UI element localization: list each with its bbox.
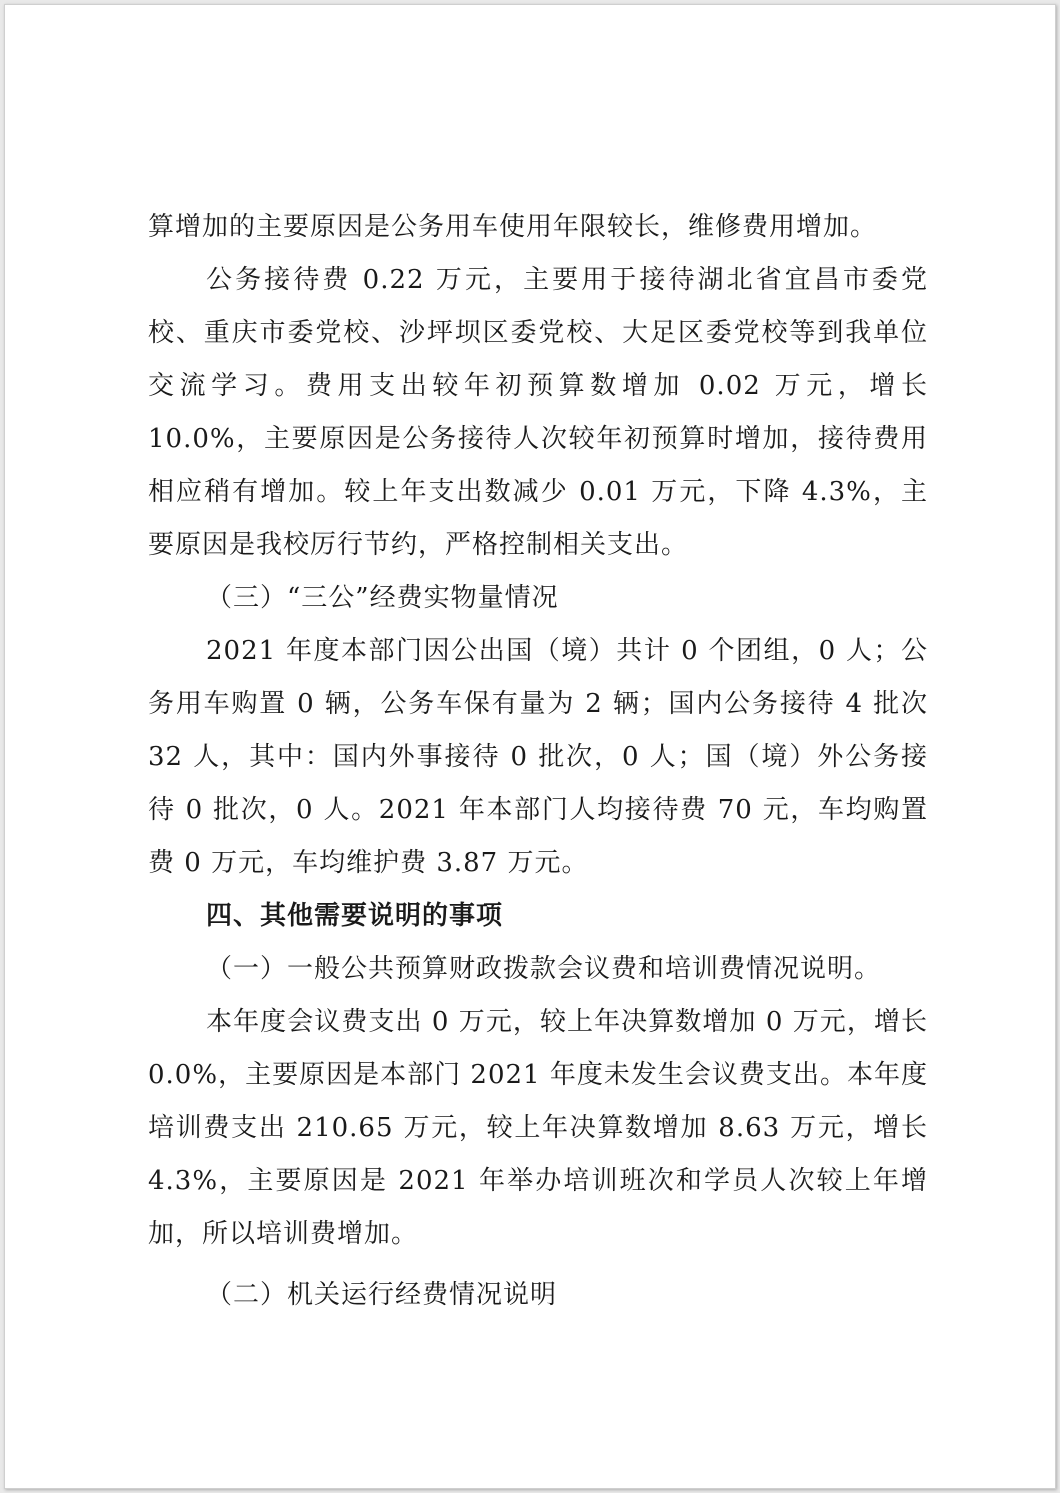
paragraph-meeting-training: 本年度会议费支出 0 万元，较上年决算数增加 0 万元，增长 0.0%，主要原因是本部门 2021 年度未发生会议费支出。本年度培训费支出 210.65 万元，较上年决算数增加 8.63 万元，增长 4.3%，主要原因是 2021 年举办培训班次和学员人次较上年增加，所以培训费增加。 <box>148 1007 928 1249</box>
paragraph-reception-expense: 公务接待费 0.22 万元，主要用于接待湖北省宜昌市委党校、重庆市委党校、沙坪坝区委党校、大足区委党校等到我单位交流学习。费用支出较年初预算数增加 0.02 万元，增长 10.0%，主要原因是公务接待人次较年初预算时增加，接待费用相应稍有增加。较上年支出数减少 0.01 万元，下降 4.3%，主要原因是我校厉行节约，严格控制相关支出。 <box>148 265 928 560</box>
document-body <box>148 201 928 1322</box>
section-heading-meeting-training: （一）一般公共预算财政拨款会议费和培训费情况说明。 <box>206 954 882 984</box>
paragraph-vehicle-maintenance: 算增加的主要原因是公务用车使用年限较长，维修费用增加。 <box>148 212 878 242</box>
section-heading-other-matters: 四、其他需要说明的事项 <box>206 901 504 931</box>
section-heading-physical-quantity: （三）“三公”经费实物量情况 <box>206 583 559 613</box>
section-heading-operating-expenses: （二）机关运行经费情况说明 <box>206 1280 558 1310</box>
paragraph-physical-quantity: 2021 年度本部门因公出国（境）共计 0 个团组，0 人；公务用车购置 0 辆，公务车保有量为 2 辆；国内公务接待 4 批次 32 人，其中：国内外事接待 0 批次，0 人；国（境）外公务接待 0 批次，0 人。2021 年本部门人均接待费 70 元，车均购置费 0 万元，车均维护费 3.87 万元。 <box>148 636 928 878</box>
document-page <box>4 4 1056 1489</box>
